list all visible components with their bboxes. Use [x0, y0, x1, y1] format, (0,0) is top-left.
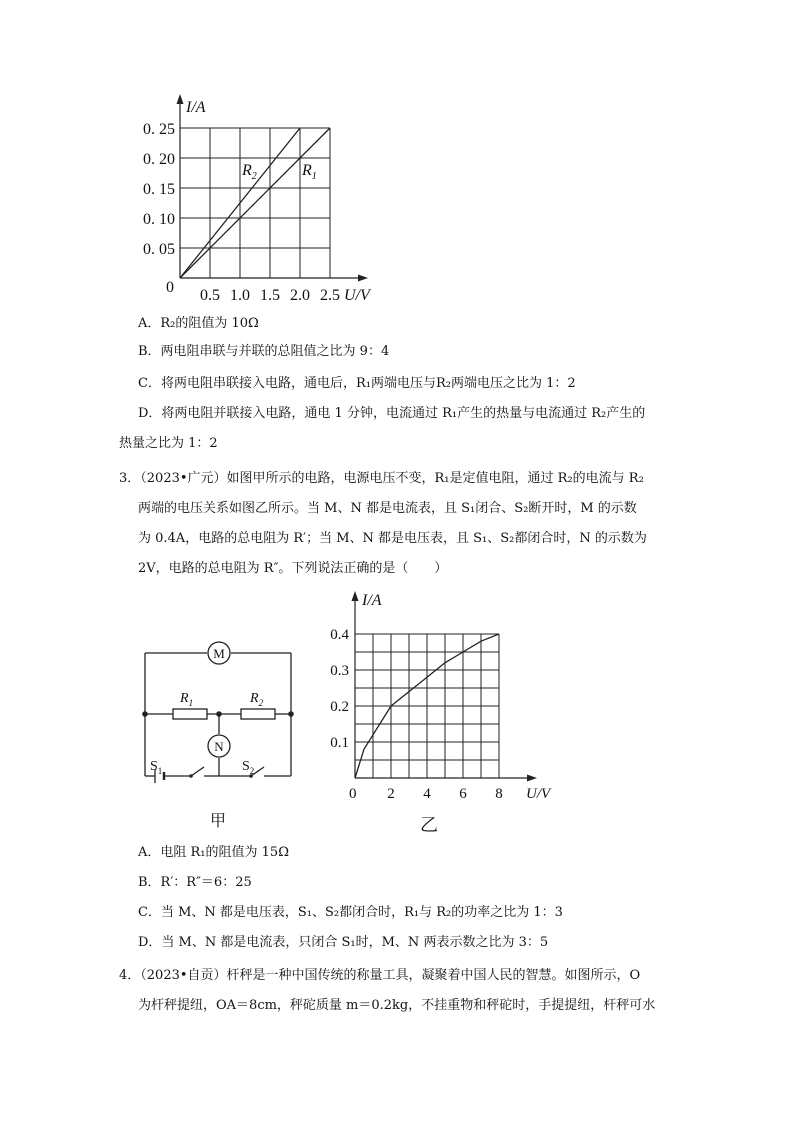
chart-2-origin-label: 0	[349, 786, 357, 802]
q3-option-c: C．当 M、N 都是电压表，S₁、S₂都闭合时，R₁与 R₂的功率之比为 1：3	[138, 905, 563, 920]
chart-2	[320, 585, 570, 840]
x-tick-label: 8	[495, 786, 503, 802]
y-tick-label: 0. 10	[143, 211, 175, 228]
q3-option-d: D．当 M、N 都是电流表，只闭合 S₁时，M、N 两表示数之比为 3：5	[138, 935, 549, 950]
chart-1-x-axis-label: U/V	[344, 287, 370, 304]
chart-1-series	[180, 128, 330, 278]
y-tick-label: 0.3	[330, 663, 349, 679]
q2-option-c: C．将两电阻串联接入电路，通电后，R₁两端电压与R₂两端电压之比为 1：2	[138, 376, 576, 391]
circuit-caption: 甲	[210, 813, 227, 830]
svg-text:S2: $S_2$	[242, 759, 255, 776]
q4-stem-line-1: 4．（2023•自贡）杆秤是一种中国传统的称量工具，凝聚着中国人民的智慧。如图所示，O	[119, 968, 641, 983]
svg-text:R1: $R_1$	[180, 691, 194, 708]
y-tick-label: 0.1	[330, 735, 349, 751]
x-tick-label: 4	[423, 786, 431, 802]
switch-s2	[242, 759, 264, 778]
svg-text:M: M	[213, 646, 225, 661]
q2-option-a: A．R₂的阻值为 10Ω	[138, 316, 259, 331]
y-tick-label: 0.2	[330, 699, 349, 715]
q3-stem-line-4: 2V，电路的总电阻为 R″。下列说法正确的是（ ）	[138, 561, 448, 576]
q2-option-d-continuation: 热量之比为 1：2	[119, 436, 218, 451]
y-axis-arrow	[177, 94, 184, 104]
chart-2-caption: 乙	[420, 815, 438, 835]
q3-stem-line-2: 两端的电压关系如图乙所示。当 M、N 都是电流表，且 S₁闭合、S₂断开时，M 的示数	[138, 501, 637, 516]
y-tick-label: 0.4	[330, 627, 349, 643]
svg-text:S1: $S_1$	[150, 759, 163, 776]
q2-option-b: B．两电阻串联与并联的总阻值之比为 9：4	[138, 344, 390, 359]
q3-option-b: B．R′：R″＝6：25	[138, 875, 252, 890]
svg-text:N: N	[214, 739, 224, 754]
y-tick-label: 0. 20	[143, 151, 175, 168]
chart-2-axes	[352, 591, 538, 782]
chart-2-grid	[355, 634, 499, 778]
x-tick-label: 1.5	[260, 287, 280, 304]
meter-m	[208, 642, 230, 664]
y-axis-arrow	[352, 591, 359, 601]
chart-2-x-axis-label: U/V	[526, 786, 551, 802]
x-tick-label: 0.5	[200, 287, 220, 304]
chart-1-line-label-r1: $R_1$	[302, 162, 317, 182]
resistor-r2	[241, 691, 275, 719]
chart-1	[120, 90, 400, 305]
x-tick-label: 2	[387, 786, 395, 802]
x-tick-label: 2.0	[290, 287, 310, 304]
meter-n	[208, 735, 230, 757]
resistor-r1	[173, 691, 207, 719]
x-tick-label: 1.0	[230, 287, 250, 304]
q2-option-d: D．将两电阻并联接入电路，通电 1 分钟，电流通过 R₁产生的热量与电流通过 R₂产生的	[138, 406, 646, 421]
chart-1-line-label-r2: $R_2$	[242, 162, 257, 182]
chart-2-y-axis-label: I/A	[362, 592, 382, 609]
x-tick-label: 6	[459, 786, 467, 802]
switch-s1	[150, 759, 204, 778]
chart-1-origin-label: 0	[166, 279, 174, 296]
q3-option-a: A．电阻 R₁的阻值为 15Ω	[138, 845, 289, 860]
x-axis-arrow	[358, 275, 368, 282]
q3-stem-line-1: 3．（2023•广元）如图甲所示的电路，电源电压不变，R₁是定值电阻，通过 R₂的电流与 R₂	[119, 471, 644, 486]
q3-stem-line-3: 为 0.4A，电路的总电阻为 R′；当 M、N 都是电压表，且 S₁、S₂都闭合时，N 的示数为	[138, 531, 647, 546]
chart-1-y-axis-label: I/A	[186, 99, 206, 116]
x-tick-label: 2.5	[320, 287, 340, 304]
circuit-diagram	[130, 630, 310, 840]
svg-text:R2: $R_2$	[250, 691, 264, 708]
y-tick-label: 0. 25	[143, 121, 175, 138]
series-line-r1	[180, 128, 330, 278]
q4-stem-line-2: 为杆秤提纽，OA＝8cm，秤砣质量 m＝0.2kg，不挂重物和秤砣时，手提提纽，杆秤可水	[138, 998, 656, 1013]
y-tick-label: 0. 05	[143, 241, 175, 258]
y-tick-label: 0. 15	[143, 181, 175, 198]
x-axis-arrow	[527, 775, 537, 782]
